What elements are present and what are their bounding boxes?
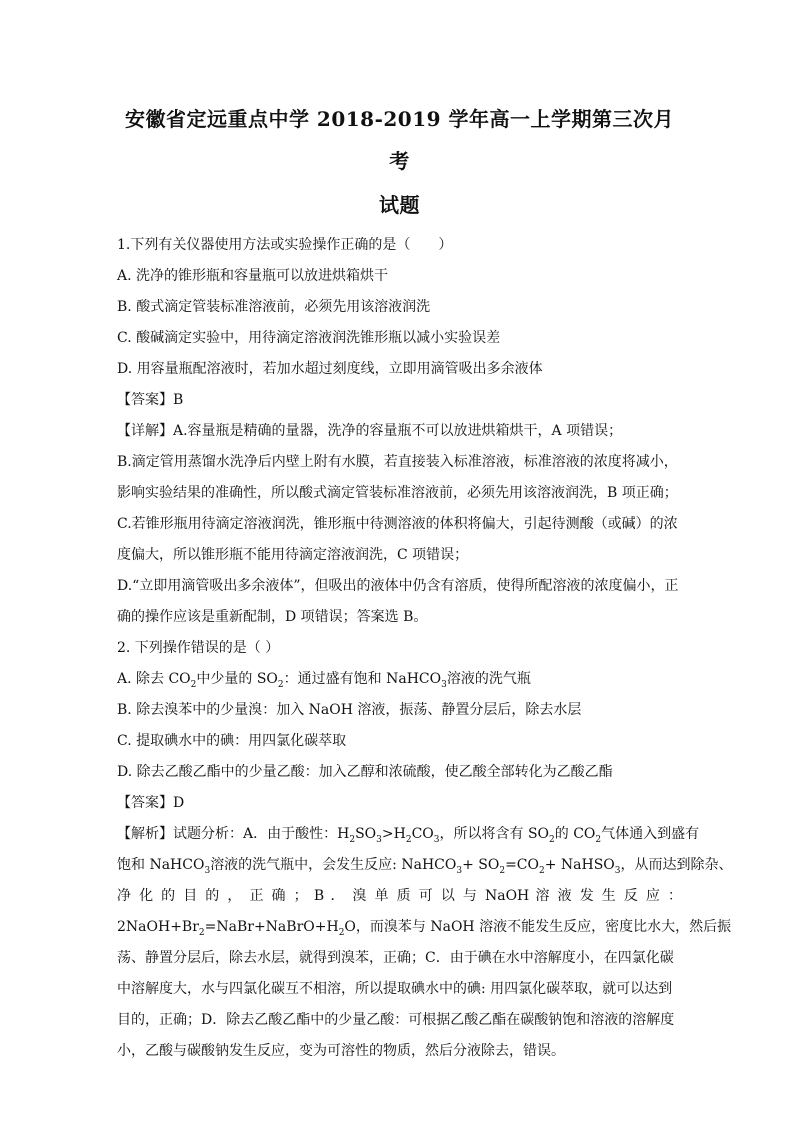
text-run: ，所以将含有 SO: [439, 826, 550, 842]
text-run: SO: [355, 826, 377, 842]
question-1-answer: 【答案】B: [117, 392, 184, 408]
subscript: 3: [204, 865, 211, 876]
question-1: [117, 230, 682, 633]
question-2-stem: 2. 下列操作错误的是（ ）: [117, 640, 280, 656]
question-2-explanation-line: 中溶解度大，水与四氯化碳互不相溶，所以提取碘水中的碘: 用四氯化碳萃取，就可以达到: [117, 981, 673, 997]
question-1-stem: 1.下列有关仪器使用方法或实验操作正确的是（ ）: [117, 237, 453, 253]
text-run: =CO: [505, 857, 539, 873]
question-1-explanation-line: 确的操作应该是重新配制，D 项错误；答案选 B。: [117, 609, 428, 625]
question-2-answer: 【答案】D: [117, 795, 185, 811]
question-1-option-a: A. 洗净的锥形瓶和容量瓶可以放进烘箱烘干: [117, 268, 389, 284]
text-run: O，而溴苯与 NaOH 溶液不能发生反应，密度比水大，然后振: [344, 919, 732, 935]
text-run: 的 CO: [554, 826, 596, 842]
question-2-explanation-line: [117, 850, 733, 881]
question-2-option-d: D. 除去乙酸乙酯中的少量乙酸：加入乙醇和浓硫酸，使乙酸全部转化为乙酸乙酯: [117, 764, 613, 780]
question-1-option-d: D. 用容量瓶配溶液时，若加水超过刻度线，立即用滴管吸出多余液体: [117, 361, 543, 377]
subscript: 2: [405, 834, 412, 845]
page-title-line1: 安徽省定远重点中学 2018-2019 学年高一上学期第三次月考: [124, 107, 675, 173]
text-run: A. 除去 CO: [117, 671, 191, 687]
subscript: 2: [338, 927, 345, 938]
question-2-explanation-line: 荡、静置分层后，除去水层，就得到溴苯，正确；C．由于碘在水中溶解度小，在四氯化碳: [117, 950, 674, 966]
text-run: CO: [411, 826, 434, 842]
subscript: 2: [499, 865, 506, 876]
question-1-explanation-line: 【详解】A.容量瓶是精确的量器，洗净的容量瓶不可以放进烘箱烘干，A 项错误；: [117, 423, 623, 439]
text-run: ：通过盛有饱和 NaHCO: [283, 671, 442, 687]
question-2-explanation-line: 净 化 的 目 的 ， 正 确 ； B ． 溴 单 质 可 以 与 NaOH 溶 液 发 生 反 应 ：: [117, 888, 682, 904]
question-1-explanation-line: D.“立即用滴管吸出多余液体”，但吸出的液体中仍含有溶质，使得所配溶液的浓度偏小，正: [117, 578, 679, 594]
subscript: 3: [614, 865, 621, 876]
subscript: 2: [539, 865, 545, 876]
subscript: 2: [549, 834, 555, 845]
question-1-option-c: C. 酸碱滴定实验中，用待滴定溶液润洗锥形瓶以减小实验误差: [117, 330, 501, 346]
question-1-explanation-line: B.滴定管用蒸馏水洗净后内壁上附有水膜，若直接装入标准溶液，标准溶液的浓度将减小，: [117, 454, 678, 470]
question-2-option-a: [117, 664, 682, 695]
subscript: 3: [433, 834, 440, 845]
question-2-explanation-line: 目的，正确；D．除去乙酸乙酯中的少量乙酸：可根据乙酸乙酯在碳酸钠饱和溶液的溶解度: [117, 1012, 675, 1028]
subscript: 3: [456, 865, 463, 876]
question-2-explanation-line: 小，乙酸与碳酸钠发生反应，变为可溶性的物质，然后分液除去，错误。: [117, 1043, 565, 1059]
question-2-explanation-line: [117, 819, 700, 850]
text-run: ，从而达到除杂、: [620, 857, 733, 873]
text-run: =NaBr+NaBrO+H: [204, 919, 339, 935]
text-run: 气体通入到盛有: [601, 826, 700, 842]
text-run: 溶液的洗气瓶: [446, 671, 531, 687]
question-1-explanation-line: 度偏大，所以锥形瓶不能用待滴定溶液润洗，C 项错误；: [117, 547, 469, 563]
text-run: 2NaOH+Br: [117, 919, 199, 935]
question-2: [117, 633, 733, 1067]
question-1-option-b: B. 酸式滴定管装标准溶液前，必须先用该溶液润洗: [117, 299, 431, 315]
text-run: 溶液的洗气瓶中，会发生反应: NaHCO: [210, 857, 457, 873]
text-run: >H: [381, 826, 406, 842]
question-1-explanation-line: 影响实验结果的准确性，所以酸式滴定管装标准溶液前，必须先用该溶液润洗，B 项正确；: [117, 485, 678, 501]
text-run: + SO: [462, 857, 500, 873]
subscript: 2: [349, 834, 356, 845]
subscript: 2: [198, 927, 205, 938]
question-2-explanation-line: [117, 912, 732, 943]
subscript: 2: [595, 834, 602, 845]
question-2-option-b: B. 除去溴苯中的少量溴：加入 NaOH 溶液，振荡、静置分层后，除去水层: [117, 702, 582, 718]
page-title-line2: 试题: [379, 193, 420, 217]
subscript: 3: [441, 679, 447, 690]
subscript: 3: [376, 834, 382, 845]
question-1-explanation-line: C.若锥形瓶用待滴定溶液润洗，锥形瓶中待测溶液的体积将偏大，引起待测酸（或碱）的浓: [117, 516, 678, 532]
text-run: 【解析】试题分析：A．由于酸性：H: [117, 826, 350, 842]
subscript: 2: [277, 679, 284, 690]
text-run: 饱和 NaHCO: [117, 857, 205, 873]
text-run: 中少量的 SO: [196, 671, 278, 687]
subscript: 2: [190, 679, 197, 690]
text-run: + NaHSO: [544, 857, 615, 873]
question-2-option-c: C. 提取碘水中的碘：用四氯化碳萃取: [117, 733, 347, 749]
